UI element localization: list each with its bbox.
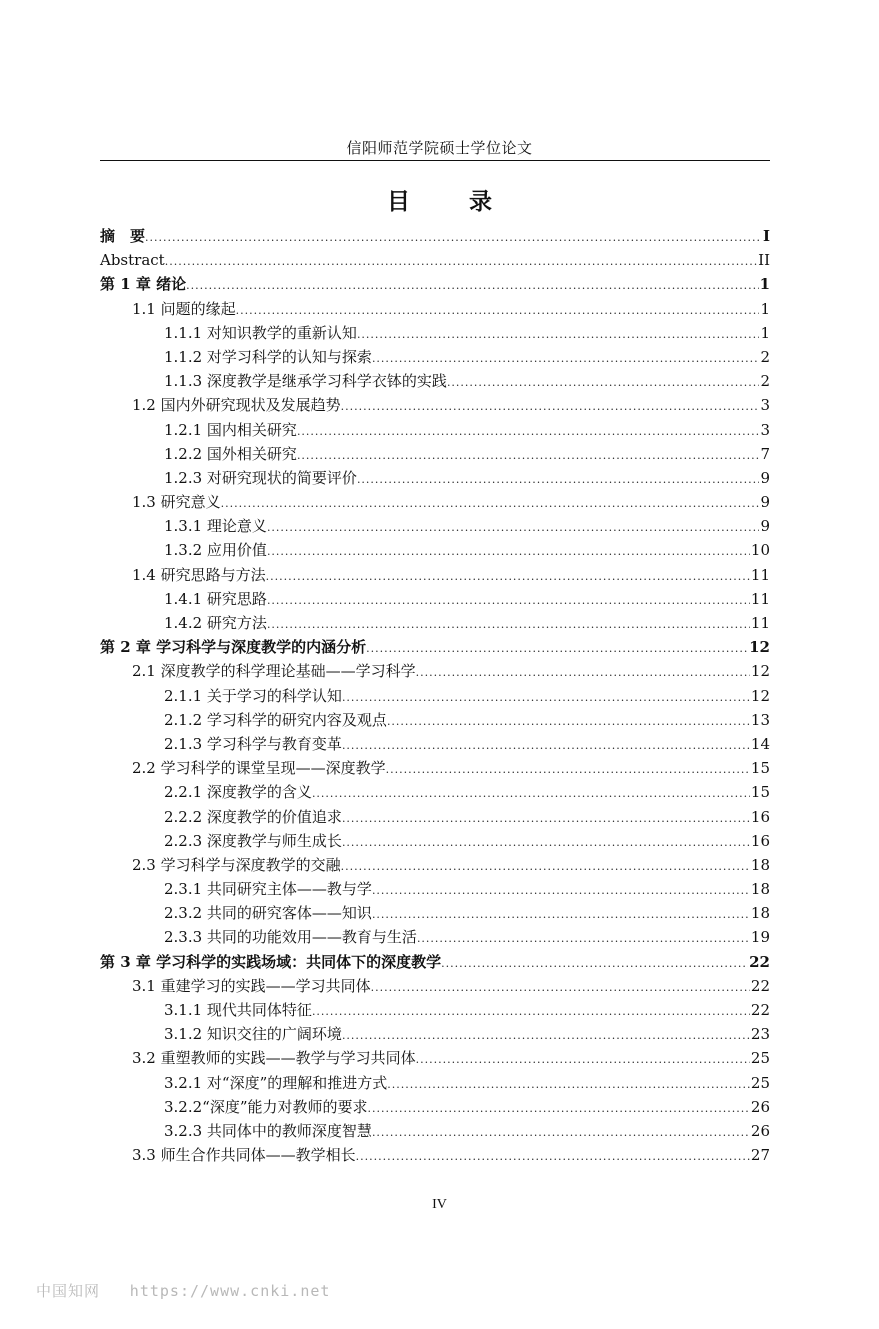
toc-entry-label: 1.1.1 对知识教学的重新认知	[164, 323, 357, 342]
toc-entry-page: 1	[760, 323, 770, 342]
toc-entry-page: 9	[760, 493, 770, 512]
toc-dot-leader	[342, 684, 750, 710]
toc-entry-page: 22	[750, 1001, 770, 1019]
toc-section-entry	[100, 998, 770, 1022]
toc-dot-leader	[447, 369, 760, 395]
toc-section-entry	[100, 659, 770, 683]
toc-entry-label: 3.1.2 知识交往的广阔环境	[164, 1025, 342, 1044]
toc-dot-leader	[341, 853, 750, 879]
toc-entry-page: 9	[760, 517, 770, 536]
toc-entry-page: 9	[760, 468, 770, 487]
toc-dot-leader	[236, 297, 760, 323]
toc-chapter-entry	[100, 635, 770, 659]
toc-dot-leader	[356, 1143, 750, 1169]
toc-entry-page: 10	[750, 541, 770, 560]
toc-entry-label: 1.3.2 应用价值	[164, 541, 267, 560]
toc-dot-leader	[145, 224, 762, 250]
toc-section-entry	[100, 369, 770, 393]
toc-entry-label: 第 2 章 学习科学与深度教学的内涵分析	[100, 638, 367, 657]
toc-entry-page: 15	[750, 783, 770, 802]
toc-dot-leader	[342, 805, 750, 831]
toc-dot-leader	[357, 321, 760, 347]
toc-dot-leader	[342, 732, 750, 758]
toc-dot-leader	[312, 780, 750, 806]
watermark-url-text: https://www.cnki.net	[129, 1282, 331, 1300]
running-header: 信阳师范学院硕士学位论文	[346, 139, 533, 157]
toc-entry-label: 1.4.1 研究思路	[164, 589, 267, 608]
toc-entry-page: 25	[750, 1073, 770, 1092]
page-number: IV	[432, 1197, 447, 1212]
toc-dot-leader	[416, 659, 750, 685]
toc-entry-label: 1.1.2 对学习科学的认知与探索	[164, 347, 372, 366]
toc-entry-page: 3	[760, 420, 770, 439]
toc-entry-page: 11	[750, 614, 770, 632]
toc-section-entry	[100, 1143, 770, 1167]
toc-dot-leader	[366, 635, 748, 661]
toc-entry-page: 11	[750, 565, 770, 584]
toc-entry-page: 3	[760, 396, 770, 415]
toc-section-entry	[100, 1071, 770, 1095]
toc-entry-label: 2.1.2 学习科学的研究内容及观点	[164, 710, 387, 729]
toc-dot-leader	[267, 538, 750, 564]
toc-dot-leader	[267, 514, 760, 540]
toc-entry-label: 1.3 研究意义	[132, 493, 221, 512]
toc-dot-leader	[416, 1046, 750, 1072]
toc-dot-leader	[267, 611, 750, 637]
toc-entry-label: 3.1 重建学习的实践——学习共同体	[132, 976, 371, 995]
toc-dot-leader	[386, 756, 750, 782]
toc-entry-label: 1.4.2 研究方法	[164, 614, 267, 632]
toc-dot-leader	[357, 466, 760, 492]
toc-section-entry	[100, 877, 770, 901]
toc-section-entry	[100, 321, 770, 345]
toc-section-entry	[100, 732, 770, 756]
toc-chapter-entry	[100, 248, 770, 272]
toc-dot-leader	[342, 1022, 750, 1048]
watermark-cn-text: 中国知网	[36, 1282, 101, 1300]
toc-chapter-entry	[100, 272, 770, 296]
toc-entry-label: 2.3.2 共同的研究客体——知识	[164, 904, 372, 923]
toc-entry-label: 摘 要	[100, 227, 146, 245]
toc-dot-leader	[221, 490, 760, 516]
toc-entry-label: 2.3 学习科学与深度教学的交融	[132, 855, 341, 874]
toc-entry-page: 18	[750, 880, 770, 899]
header-rule	[100, 160, 770, 161]
toc-entry-page: 16	[750, 807, 770, 826]
toc-entry-label: 2.1.1 关于学习的科学认知	[164, 686, 342, 705]
toc-dot-leader	[441, 950, 748, 976]
toc-dot-leader	[186, 272, 758, 298]
toc-entry-page: 27	[750, 1146, 770, 1165]
toc-section-entry	[100, 1095, 770, 1119]
toc-dot-leader	[165, 248, 757, 274]
toc-section-entry	[100, 925, 770, 949]
toc-entry-label: Abstract	[100, 251, 165, 270]
toc-entry-label: 第 1 章 绪论	[100, 275, 187, 294]
toc-entry-label: 3.2.3 共同体中的教师深度智慧	[164, 1121, 372, 1140]
toc-entry-page: 1	[760, 299, 770, 318]
toc-dot-leader	[341, 393, 760, 419]
toc-section-entry	[100, 684, 770, 708]
toc-entry-page: 15	[750, 759, 770, 778]
toc-entry-page: 12	[749, 638, 770, 657]
toc-entry-label: 1.3.1 理论意义	[164, 517, 267, 536]
toc-entry-page: 1	[759, 275, 770, 294]
toc-entry-label: 2.3.3 共同的功能效用——教育与生活	[164, 928, 417, 947]
toc-entry-label: 3.2.2“深度”能力对教师的要求	[164, 1097, 368, 1116]
toc-dot-leader	[297, 418, 760, 444]
toc-section-entry	[100, 466, 770, 490]
toc-entry-label: 1.4 研究思路与方法	[132, 565, 266, 584]
toc-entry-page: 7	[760, 444, 770, 463]
toc-chapter-entry	[100, 950, 770, 974]
page-title: 目 录	[387, 188, 510, 215]
toc-entry-label: 2.3.1 共同研究主体——教与学	[164, 880, 372, 899]
toc-section-entry	[100, 490, 770, 514]
toc-entry-label: 第 3 章 学习科学的实践场域：共同体下的深度教学	[100, 952, 442, 971]
toc-entry-page: 14	[750, 734, 770, 753]
toc-entry-page: 22	[749, 952, 770, 971]
toc-section-entry	[100, 1119, 770, 1143]
toc-entry-page: 22	[750, 976, 770, 995]
toc-section-entry	[100, 393, 770, 417]
toc-entry-page: 2	[760, 347, 770, 366]
toc-entry-page: 19	[750, 928, 770, 947]
toc-entry-label: 3.1.1 现代共同体特征	[164, 1001, 312, 1019]
toc-entry-label: 1.2.2 国外相关研究	[164, 444, 297, 463]
toc-entry-label: 3.3 师生合作共同体——教学相长	[132, 1146, 356, 1165]
toc-entry-page: 26	[750, 1097, 770, 1116]
toc-section-entry	[100, 780, 770, 804]
toc-entry-page: 26	[750, 1121, 770, 1140]
toc-dot-leader	[372, 901, 750, 927]
toc-entry-page: 23	[750, 1025, 770, 1044]
toc-entry-page: 13	[750, 710, 770, 729]
toc-entry-label: 1.1 问题的缘起	[132, 299, 236, 318]
toc-entry-label: 1.2 国内外研究现状及发展趋势	[132, 396, 341, 415]
toc-section-entry	[100, 974, 770, 998]
toc-entry-page: 11	[750, 589, 770, 608]
toc-entry-label: 3.2.1 对“深度”的理解和推进方式	[164, 1073, 388, 1092]
toc-section-entry	[100, 442, 770, 466]
toc-dot-leader	[387, 708, 750, 734]
toc-entry-label: 2.2.1 深度教学的含义	[164, 783, 312, 802]
toc-entry-label: 2.2.2 深度教学的价值追求	[164, 807, 342, 826]
toc-entry-label: 1.1.3 深度教学是继承学习科学衣钵的实践	[164, 372, 447, 391]
toc-dot-leader	[387, 1071, 750, 1097]
toc-section-entry	[100, 514, 770, 538]
toc-entry-page: 2	[760, 372, 770, 391]
toc-dot-leader	[267, 587, 750, 613]
toc-section-entry	[100, 563, 770, 587]
toc-entry-page: 12	[750, 686, 770, 705]
toc-entry-page: 18	[750, 855, 770, 874]
table-of-contents	[100, 224, 770, 1167]
toc-entry-label: 2.1.3 学习科学与教育变革	[164, 734, 342, 753]
toc-entry-label: 2.2.3 深度教学与师生成长	[164, 831, 342, 850]
toc-section-entry	[100, 708, 770, 732]
toc-entry-page: I	[762, 227, 770, 245]
toc-entry-label: 1.2.1 国内相关研究	[164, 420, 297, 439]
toc-section-entry	[100, 538, 770, 562]
cnki-watermark	[36, 1280, 330, 1301]
toc-entry-page: 25	[750, 1049, 770, 1068]
toc-dot-leader	[312, 998, 750, 1024]
toc-section-entry	[100, 345, 770, 369]
toc-entry-label: 2.1 深度教学的科学理论基础——学习科学	[132, 662, 416, 681]
toc-entry-label: 1.2.3 对研究现状的简要评价	[164, 468, 357, 487]
toc-dot-leader	[417, 925, 750, 951]
toc-dot-leader	[371, 974, 750, 1000]
toc-dot-leader	[368, 1095, 750, 1121]
toc-dot-leader	[372, 345, 760, 371]
toc-section-entry	[100, 901, 770, 925]
toc-dot-leader	[372, 1119, 750, 1145]
toc-entry-page: 18	[750, 904, 770, 923]
toc-section-entry	[100, 418, 770, 442]
toc-entry-label: 3.2 重塑教师的实践——教学与学习共同体	[132, 1049, 416, 1068]
toc-chapter-entry	[100, 224, 770, 248]
toc-section-entry	[100, 587, 770, 611]
toc-section-entry	[100, 1046, 770, 1070]
toc-dot-leader	[297, 442, 760, 468]
toc-section-entry	[100, 611, 770, 635]
toc-section-entry	[100, 756, 770, 780]
toc-entry-label: 2.2 学习科学的课堂呈现——深度教学	[132, 759, 386, 778]
toc-dot-leader	[266, 563, 750, 589]
toc-entry-page: II	[758, 251, 770, 270]
toc-dot-leader	[342, 829, 750, 855]
toc-entry-page: 16	[750, 831, 770, 850]
toc-section-entry	[100, 1022, 770, 1046]
toc-section-entry	[100, 853, 770, 877]
toc-dot-leader	[372, 877, 750, 903]
toc-entry-page: 12	[750, 662, 770, 681]
toc-section-entry	[100, 805, 770, 829]
toc-section-entry	[100, 297, 770, 321]
toc-section-entry	[100, 829, 770, 853]
